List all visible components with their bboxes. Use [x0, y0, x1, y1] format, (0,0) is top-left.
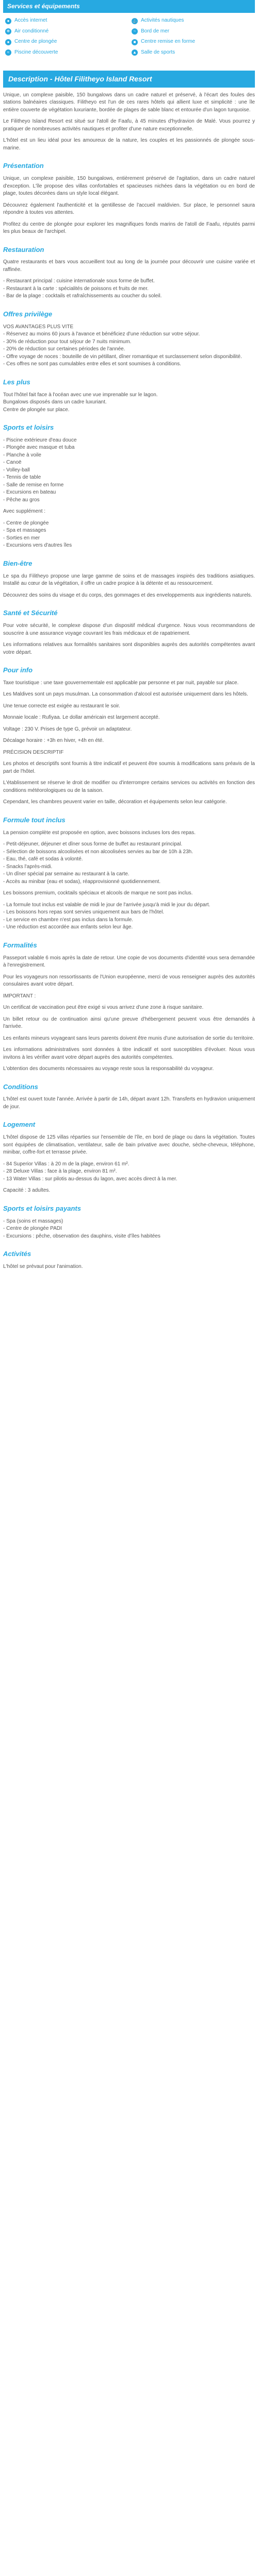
list-item: - 84 Superior Villas : à 20 m de la plage, environ 61 m².: [3, 1161, 130, 1167]
restauration-list: [3, 278, 255, 300]
list-item: - Sorties en mer: [3, 535, 40, 541]
page: [0, 0, 258, 1285]
list-item: - Tennis de table: [3, 474, 41, 481]
logement-heading: Logement: [3, 1121, 36, 1129]
list-item: - Pêche au gros: [3, 497, 40, 503]
list-item: - Excursions en bateau: [3, 489, 56, 496]
formule-heading: Formule tout inclus: [3, 816, 66, 824]
description-paragraph: Unique, un complexe paisible, 150 bungalows dans un cadre naturel et préservé, à l'écart des foules des stations balnéaires classiques. Filitheyo est l'un de ces rares hôtels qui allient luxe et simplicité : une île entière couverte de végétation luxuriante, bordée de plages de sable blanc et entourée d'un lagon turquoise.: [3, 92, 255, 113]
offres-list: [3, 324, 255, 368]
list-item: - Sélection de boissons alcoolisées et non alcoolisées servies au bar de 10h à 23h.: [3, 849, 194, 855]
service-item: ● Accès internet: [5, 17, 126, 25]
lesplus-list: [3, 392, 255, 414]
sante-heading: Santé et Sécurité: [3, 609, 58, 617]
presentation-paragraph: Découvrez également l'authenticité et la gentillesse de l'accueil maldivien. Sur place, le personnel saura répondre à toutes vos attentes.: [3, 202, 255, 216]
logement-list: [3, 1161, 255, 1183]
logement-capacity: Capacité : 3 adultes.: [3, 1188, 51, 1194]
list-item: - 28 Deluxe Villas : face à la plage, environ 81 m².: [3, 1168, 117, 1175]
formalites-important: IMPORTANT :: [3, 993, 36, 999]
gym-icon: ▲: [132, 49, 138, 56]
formule-paragraph: La pension complète est proposée en option, avec boissons incluses lors des repas.: [3, 829, 196, 836]
presentation-heading: Présentation: [3, 162, 44, 170]
description-paragraph: L'hôtel est un lieu idéal pour les amoureux de la nature, les couples et les passionnés de plongée sous-marine.: [3, 138, 255, 151]
activites-heading: Activités: [3, 1250, 31, 1258]
formule-list: [3, 841, 255, 886]
pourinfo-paragraph: Taxe touristique : une taxe gouvernementale est applicable par personne et par nuit, payable sur place.: [3, 680, 239, 686]
formalites-paragraph: Passeport valable 6 mois après la date de retour. Une copie de vos documents d'identité vous sera demandée à l'enregistrement.: [3, 955, 255, 969]
sports-list: [3, 437, 255, 504]
dumbbell-icon: ■: [132, 39, 138, 45]
service-item: ● Centre de plongée: [5, 38, 126, 46]
list-item: Centre de plongée sur place.: [3, 406, 70, 413]
restauration-heading: Restauration: [3, 245, 44, 253]
lesplus-heading: Les plus: [3, 378, 30, 386]
list-item: - Planche à voile: [3, 452, 41, 458]
anchor-icon: ⚓: [132, 18, 137, 23]
list-item: - Spa et massages: [3, 528, 46, 534]
presentation-paragraph: Unique, un complexe paisible, 150 bungalows, entièrement préservé de l'agitation, dans un cadre naturel d'exception. L'île propose des villas confortables et spacieuses nichées dans la végétation ou en bord de plage, toutes décorées dans un style local élégant.: [3, 176, 255, 197]
formalites-paragraph: Les informations administratives sont données à titre indicatif et sont susceptibles d'évoluer. Nous vous invitons à les vérifier avant votre départ auprès des autorités compétentes.: [3, 1047, 255, 1060]
conditions-paragraph: L'hôtel est ouvert toute l'année. Arrivée à partir de 14h, départ avant 12h. Transferts en hydravion uniquement de jour.: [3, 1096, 255, 1110]
list-item: - Restaurant principal : cuisine internationale sous forme de buffet.: [3, 278, 155, 284]
pourinfo-paragraph: Les photos et descriptifs sont fournis à titre indicatif et peuvent être soumis à modifications sans préavis de la part de l'hôtel.: [3, 761, 255, 774]
list-item: - Une réduction est accordée aux enfants selon leur âge.: [3, 924, 133, 930]
list-item: - Un dîner spécial par semaine au restaurant à la carte.: [3, 871, 130, 877]
loisirs-list: [3, 1218, 255, 1241]
list-item: - Centre de plongée PADI: [3, 1226, 62, 1232]
list-item: - Les boissons hors repas sont servies uniquement aux bars de l'hôtel.: [3, 909, 165, 916]
list-item: - Canoë: [3, 460, 22, 466]
pourinfo-paragraph: Cependant, les chambres peuvent varier en taille, décoration et équipements selon leur catégorie.: [3, 799, 227, 805]
list-item: - Réservez au moins 60 jours à l'avance et bénéficiez d'une réduction sur votre séjour.: [3, 331, 200, 337]
conditions-heading: Conditions: [3, 1082, 38, 1091]
list-item: - Restaurant à la carte : spécialités de poissons et fruits de mer.: [3, 285, 149, 292]
services-title: Services et équipements: [3, 0, 255, 13]
list-item: - Volley-ball: [3, 467, 30, 473]
pourinfo-heading: Pour info: [3, 666, 33, 674]
formalites-heading: Formalités: [3, 941, 37, 949]
formalites-paragraph: Un certificat de vaccination peut être exigé si vous arrivez d'une zone à risque sanitaire.: [3, 1005, 204, 1011]
pourinfo-paragraph: Monnaie locale : Rufiyaa. Le dollar américain est largement accepté.: [3, 715, 160, 721]
list-item: - Excursions vers d'autres îles: [3, 543, 72, 549]
service-item: ≈ Piscine découverte: [5, 49, 126, 57]
sports-heading: Sports et loisirs: [3, 423, 54, 432]
logement-paragraph: L'hôtel dispose de 125 villas réparties sur l'ensemble de l'île, en bord de plage ou dans la végétation. Toutes sont équipées de climatisation, ventilateur, salle de bain privative avec douche, sèche-cheveux, téléphone, minibar, coffre-fort et terrasse privée.: [3, 1134, 255, 1156]
list-item: - 30% de réduction pour tout séjour de 7 nuits minimum.: [3, 338, 132, 345]
list-item: Bungalows disposés dans un cadre luxuriant.: [3, 399, 107, 405]
service-item: ■ Centre remise en forme: [132, 38, 253, 46]
offres-heading: Offres privilège: [3, 310, 53, 318]
formule-conditions-list: [3, 902, 255, 931]
description-title: Description - Hôtel Filitheyo Island Resort: [3, 71, 255, 87]
service-item: ~ Bord de mer: [132, 28, 253, 36]
list-item: - La formule tout inclus est valable de midi le jour de l'arrivée jusqu'à midi le jour du départ.: [3, 902, 211, 908]
pourinfo-paragraph: Voltage : 230 V. Prises de type G, prévoir un adaptateur.: [3, 726, 132, 732]
service-item: ⚓ Activités nautiques: [132, 18, 184, 24]
list-item: - Le service en chambre n'est pas inclus dans la formule.: [3, 917, 134, 923]
wifi-icon: ●: [5, 18, 11, 24]
formalites-paragraph: Les enfants mineurs voyageant sans leurs parents doivent être munis d'une autorisation de sortie du territoire.: [3, 1035, 254, 1041]
pourinfo-paragraph: PRÉCISION DESCRIPTIF: [3, 749, 64, 755]
pourinfo-paragraph: Décalage horaire : +3h en hiver, +4h en été.: [3, 738, 104, 744]
list-item: - 13 Water Villas : sur pilotis au-dessus du lagon, avec accès direct à la mer.: [3, 1176, 178, 1182]
pool-icon: ≈: [5, 49, 11, 56]
restauration-paragraph: Quatre restaurants et bars vous accueillent tout au long de la journée pour découvrir une cuisine variée et raffinée.: [3, 259, 255, 273]
formule-paragraph: Les boissons premium, cocktails spéciaux et alcools de marque ne sont pas inclus.: [3, 890, 193, 896]
list-item: - Eau, thé, café et sodas à volonté.: [3, 856, 83, 862]
diver-icon: ●: [5, 39, 11, 45]
list-item: - Centre de plongée: [3, 520, 49, 526]
service-item: ▲ Salle de sports: [132, 49, 253, 57]
list-item: - Excursions : pêche, observation des dauphins, visite d'îles habitées: [3, 1233, 160, 1239]
formalites-paragraph: Pour les voyageurs non ressortissants de l'Union européenne, merci de vous renseigner auprès des autorités consulaires avant votre départ.: [3, 974, 255, 988]
pourinfo-paragraph: Une tenue correcte est exigée au restaurant le soir.: [3, 703, 120, 709]
list-item: Tout l'hôtel fait face à l'océan avec une vue imprenable sur le lagon.: [3, 392, 158, 398]
list-item: - 20% de réduction sur certaines périodes de l'année.: [3, 346, 125, 352]
description-paragraph: Le Filitheyo Island Resort est situé sur l'atoll de Faafu, à 45 minutes d'hydravion de Malé. Vous pourrez y pratiquer de nombreuses activités nautiques et profiter d'une nature exceptionnelle.: [3, 118, 255, 132]
bienetre-paragraph: Le spa du Filitheyo propose une large gamme de soins et de massages inspirés des traditions asiatiques. Installé au cœur de la végétation, il offre un cadre propice à la détente et au ressourcement.: [3, 573, 255, 587]
activites-paragraph: L'hôtel se prévaut pour l'animation.: [3, 1264, 83, 1269]
pourinfo-paragraph: Les Maldives sont un pays musulman. La consommation d'alcool est autorisée uniquement dans les hôtels.: [3, 691, 248, 698]
service-item: ❄ Air conditionné: [5, 28, 126, 36]
list-item: - Accès au minibar (eau et sodas), réapprovisionné quotidiennement.: [3, 878, 161, 885]
list-item: - Bar de la plage : cocktails et rafraîchissements au coucher du soleil.: [3, 293, 162, 299]
list-item: - Petit-déjeuner, déjeuner et dîner sous forme de buffet au restaurant principal.: [3, 841, 183, 848]
bienetre-paragraph: Découvrez des soins du visage et du corps, des gommages et des enveloppements aux ingrédients naturels.: [3, 592, 252, 598]
bienetre-heading: Bien-être: [3, 559, 33, 567]
list-item: VOS AVANTAGES PLUS VITE: [3, 324, 74, 330]
list-item: - Ces offres ne sont pas cumulables entre elles et sont soumises à conditions.: [3, 361, 181, 367]
list-item: - Piscine extérieure d'eau douce: [3, 437, 77, 443]
sports-payant-label: Avec supplément :: [3, 509, 46, 515]
list-item: - Spa (soins et massages): [3, 1218, 63, 1224]
snowflake-icon: ❄: [5, 28, 11, 35]
sante-paragraph: Les informations relatives aux formalités sanitaires sont disponibles auprès des autorités compétentes avant votre départ.: [3, 642, 255, 655]
loisirs-heading: Sports et loisirs payants: [3, 1204, 81, 1212]
wave-icon: ~: [132, 28, 138, 35]
services-grid: [3, 13, 255, 60]
list-item: - Salle de remise en forme: [3, 482, 64, 488]
list-item: - Plongée avec masque et tuba: [3, 445, 75, 451]
sports-payant-list: [3, 520, 255, 550]
formalites-paragraph: Un billet retour ou de continuation ainsi qu'une preuve d'hébergement peuvent vous être demandés à l'arrivée.: [3, 1016, 255, 1030]
formalites-paragraph: L'obtention des documents nécessaires au voyage reste sous la responsabilité du voyageur.: [3, 1066, 214, 1072]
sante-paragraph: Pour votre sécurité, le complexe dispose d'un dispositif médical d'urgence. Nous vous recommandons de souscrire à une assurance voyage couvrant les frais médicaux et de rapatriement.: [3, 623, 255, 636]
list-item: - Offre voyage de noces : bouteille de vin pétillant, dîner romantique et surclassement selon disponibilité.: [3, 353, 242, 360]
pourinfo-paragraph: L'établissement se réserve le droit de modifier ou d'interrompre certains services ou activités en fonction des conditions météorologiques ou de la saison.: [3, 780, 255, 793]
list-item: - Snacks l'après-midi.: [3, 863, 53, 870]
presentation-paragraph: Profitez du centre de plongée pour explorer les magnifiques fonds marins de l'atoll de Faafu, réputés parmi les plus beaux de l'archipel.: [3, 221, 255, 235]
